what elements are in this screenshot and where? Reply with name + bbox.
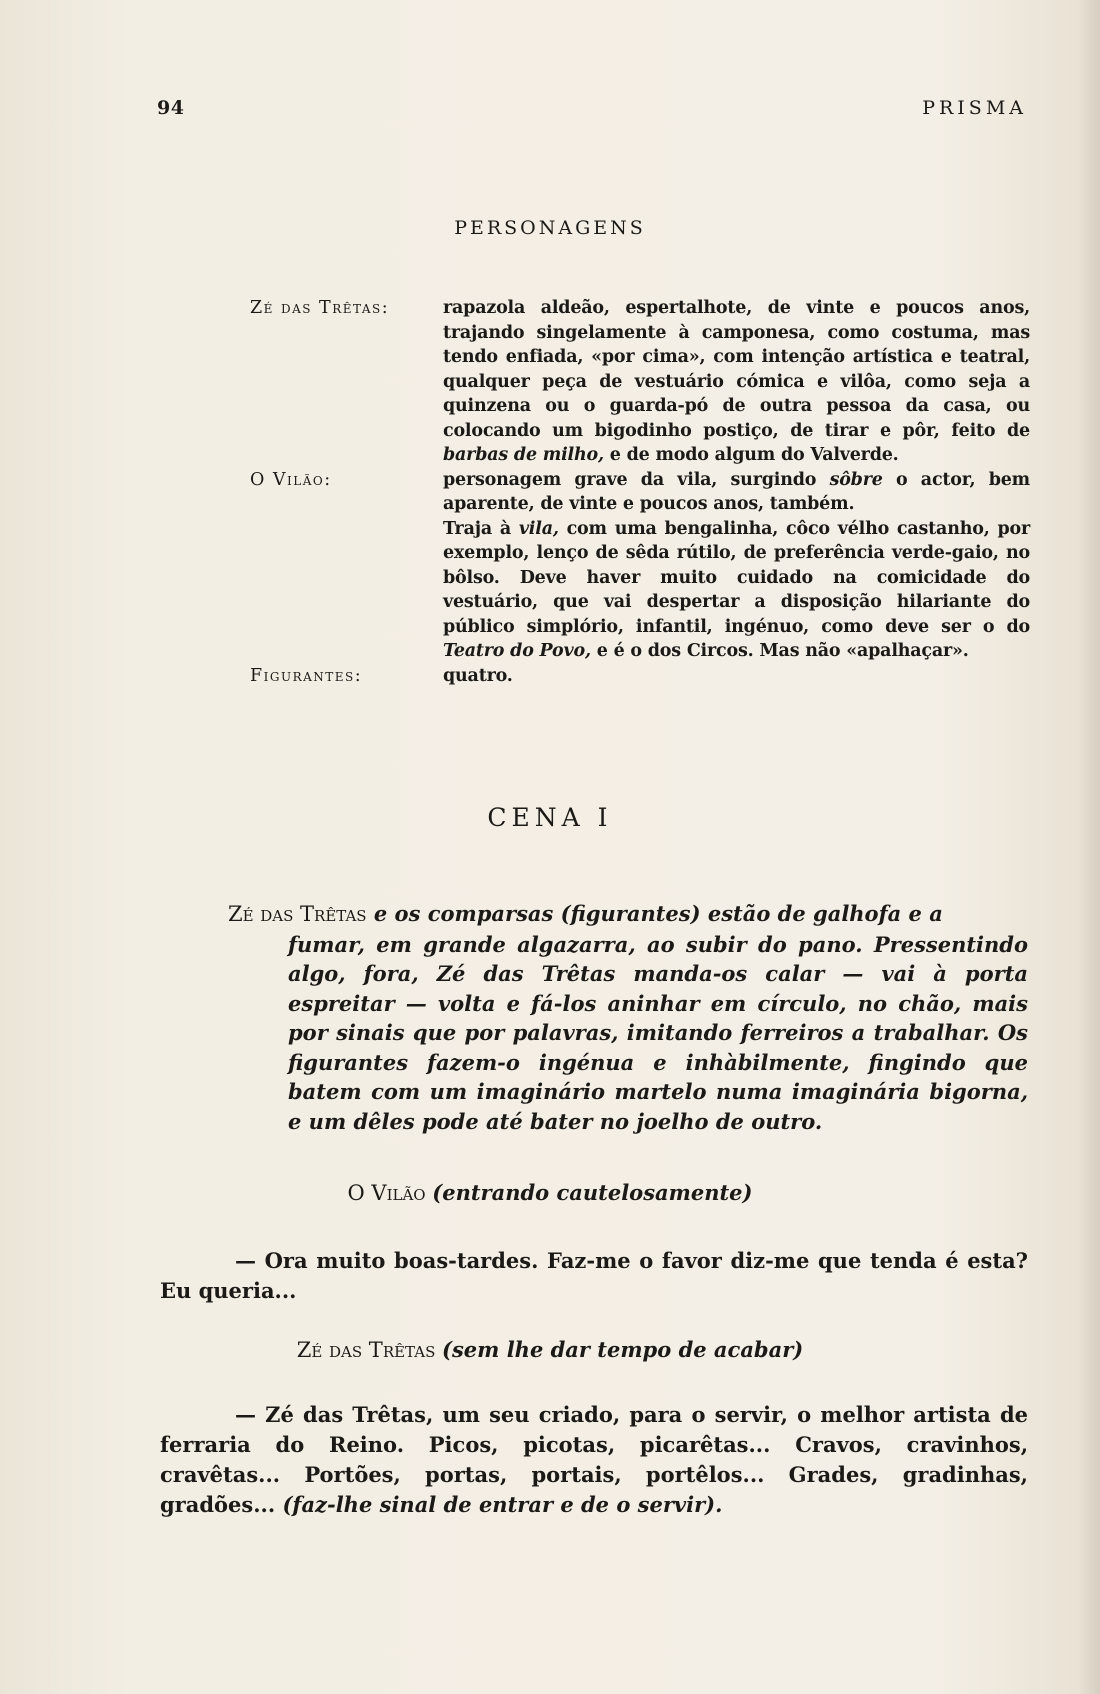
page-number: 94 bbox=[157, 97, 185, 119]
desc-text: o actor, bem aparente, de vinte e poucos anos, também. bbox=[443, 469, 1030, 514]
desc-text: Traja à bbox=[443, 518, 519, 539]
character-description bbox=[443, 468, 1030, 664]
character-ze-das-tretas bbox=[250, 296, 1030, 468]
dialogue-line bbox=[160, 1246, 1028, 1306]
speaker-heading bbox=[0, 1337, 1100, 1362]
stage-direction bbox=[228, 899, 1028, 1136]
book-spine-shadow bbox=[1078, 0, 1100, 1694]
dialogue-italic: (faz-lhe sinal de entrar e de o servir). bbox=[282, 1492, 723, 1517]
stage-lead-name: Zé das Trêtas bbox=[228, 902, 367, 926]
dialogue-text bbox=[160, 1400, 1028, 1520]
stage-text-continued: fumar, em grande algazarra, ao subir do pano. Pressentindo algo, fora, Zé das Trêtas manda-os calar — vai à porta espreitar — volta e fá-los aninhar em círculo, no chão, mais por sinais que por palavras, imitando ferreiros a trabalhar. Os figurantes fazem-o ingénua e inhàbilmente, fingindo que batem com um imaginário martelo numa imaginária bigorna, e um dêles pode até bater no joelho de outro. bbox=[288, 931, 1028, 1134]
desc-italic: vila, bbox=[518, 518, 559, 539]
character-name: Figurantes: bbox=[250, 665, 363, 686]
personagens-heading: PERSONAGENS bbox=[454, 217, 646, 239]
desc-italic: sôbre bbox=[829, 469, 883, 490]
dialogue-line bbox=[160, 1400, 1028, 1520]
dialogue-text: — Ora muito boas-tardes. Faz-me o favor diz-me que tenda é esta? Eu queria... bbox=[160, 1248, 1028, 1303]
scene-heading: CENA I bbox=[487, 803, 613, 832]
character-name: O Vilão: bbox=[250, 469, 332, 490]
desc-text: e é o dos Circos. Mas não «apalhaçar». bbox=[590, 641, 969, 661]
dialogue-text-part: — Zé das Trêtas, um seu criado, para o servir, o melhor artista de ferraria do Reino. Picos, picotas, picarêtas... Cravos, cravinhos, cravêtas... Portões, portas, portais, portêlos... Grades, gradinhas, gradões... bbox=[160, 1402, 1028, 1517]
desc-text: personagem grave da vila, surgindo bbox=[443, 469, 830, 490]
running-header bbox=[157, 97, 1027, 125]
speaker-name: O Vilão bbox=[347, 1181, 426, 1205]
speaker-name: Zé das Trêtas bbox=[296, 1338, 436, 1362]
desc-italic: barbas de milho, bbox=[443, 445, 604, 465]
speaker-direction: (entrando cautelosamente) bbox=[432, 1180, 753, 1205]
stage-text: e os comparsas (figurantes) estão de galhofa e a bbox=[366, 901, 943, 926]
character-description bbox=[443, 296, 1030, 468]
journal-title: PRISMA bbox=[922, 97, 1027, 119]
desc-text: rapazola aldeão, espertalhote, de vinte e poucos anos, trajando singelamente à camponesa, como costuma, mas tendo enfiada, «por cima», com intenção artística e teatral, qualquer peça de vestuário cómica e vilôa, como seja a quinzena ou o guarda-pó de outra pessoa da casa, ou colocando um bigodinho postiço, de tirar e pôr, feito de bbox=[443, 298, 1030, 441]
character-o-vilao bbox=[250, 468, 1030, 664]
desc-text: e de modo algum do Valverde. bbox=[603, 445, 899, 465]
character-name: Zé das Trêtas: bbox=[250, 298, 390, 318]
speaker-heading bbox=[0, 1180, 1100, 1205]
desc-text: com uma bengalinha, côco vélho castanho, por exemplo, lenço de sêda rútilo, de preferência verde-gaio, no bôlso. Deve haver muito cuidado na comicidade do vestuário, que vai despertar a disposição hilariante do público simplório, infantil, ingénuo, como deve ser o do bbox=[443, 518, 1030, 637]
desc-italic: Teatro do Povo, bbox=[443, 641, 591, 661]
character-list bbox=[250, 296, 1030, 688]
speaker-direction: (sem lhe dar tempo de acabar) bbox=[442, 1337, 804, 1362]
character-description bbox=[443, 664, 1030, 689]
desc-text: quatro. bbox=[443, 665, 513, 686]
character-figurantes bbox=[250, 664, 1030, 689]
